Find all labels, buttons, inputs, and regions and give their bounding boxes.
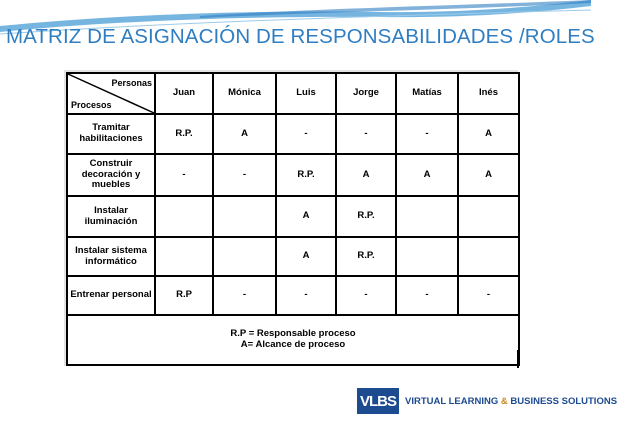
responsibility-matrix-table xyxy=(66,72,520,366)
brand-name xyxy=(405,396,617,407)
role-cell: A xyxy=(458,154,519,196)
role-cell: A xyxy=(213,114,276,154)
table-edge-mark xyxy=(517,350,519,368)
personas-label: Personas xyxy=(111,78,152,88)
page-title: MATRIZ DE ASIGNACIÓN DE RESPONSABILIDADES /ROLES xyxy=(6,25,595,48)
role-cell xyxy=(458,237,519,276)
role-cell: - xyxy=(458,276,519,315)
person-header: Jorge xyxy=(336,73,396,114)
role-cell xyxy=(213,237,276,276)
role-cell: A xyxy=(458,114,519,154)
role-cell: - xyxy=(276,114,336,154)
role-cell: - xyxy=(336,276,396,315)
role-cell: - xyxy=(155,154,213,196)
role-cell: R.P. xyxy=(336,237,396,276)
brand-name-part1: VIRTUAL LEARNING xyxy=(405,395,499,407)
role-cell: - xyxy=(336,114,396,154)
role-cell xyxy=(213,196,276,237)
table-row xyxy=(67,237,519,276)
role-cell: R.P xyxy=(155,276,213,315)
person-header: Inés xyxy=(458,73,519,114)
role-cell xyxy=(396,237,458,276)
vlbs-logo-mark: VLBS xyxy=(357,388,399,414)
corner-header-cell xyxy=(67,73,155,114)
brand-name-part2: BUSINESS SOLUTIONS xyxy=(510,395,617,407)
person-header: Mónica xyxy=(213,73,276,114)
role-cell: - xyxy=(396,114,458,154)
brand-ampersand: & xyxy=(500,395,508,407)
table-row xyxy=(67,276,519,315)
brand-logo xyxy=(357,388,617,414)
header-row xyxy=(67,73,519,114)
role-cell xyxy=(155,237,213,276)
person-header: Juan xyxy=(155,73,213,114)
role-cell: A xyxy=(336,154,396,196)
legend-cell xyxy=(67,315,519,365)
role-cell: A xyxy=(396,154,458,196)
table-row xyxy=(67,154,519,196)
role-cell: - xyxy=(396,276,458,315)
process-cell: Entrenar personal xyxy=(67,276,155,315)
process-cell: Instalar sistema informático xyxy=(67,237,155,276)
person-header: Luis xyxy=(276,73,336,114)
role-cell: R.P. xyxy=(336,196,396,237)
role-cell: A xyxy=(276,196,336,237)
table-row xyxy=(67,114,519,154)
role-cell: - xyxy=(276,276,336,315)
role-cell: - xyxy=(213,154,276,196)
role-cell xyxy=(396,196,458,237)
legend-a: A= Alcance de proceso xyxy=(240,339,346,350)
legend-row xyxy=(67,315,519,365)
table-row xyxy=(67,196,519,237)
process-cell: Instalar iluminación xyxy=(67,196,155,237)
procesos-label: Procesos xyxy=(71,99,112,110)
role-cell xyxy=(155,196,213,237)
role-cell xyxy=(458,196,519,237)
role-cell: A xyxy=(276,237,336,276)
role-cell: R.P. xyxy=(155,114,213,154)
process-cell: Construir decoración y muebles xyxy=(67,154,155,196)
role-cell: - xyxy=(213,276,276,315)
legend-rp: R.P = Responsable proceso xyxy=(230,328,356,340)
process-cell: Tramitar habilitaciones xyxy=(67,114,155,154)
person-header: Matías xyxy=(396,73,458,114)
role-cell: R.P. xyxy=(276,154,336,196)
